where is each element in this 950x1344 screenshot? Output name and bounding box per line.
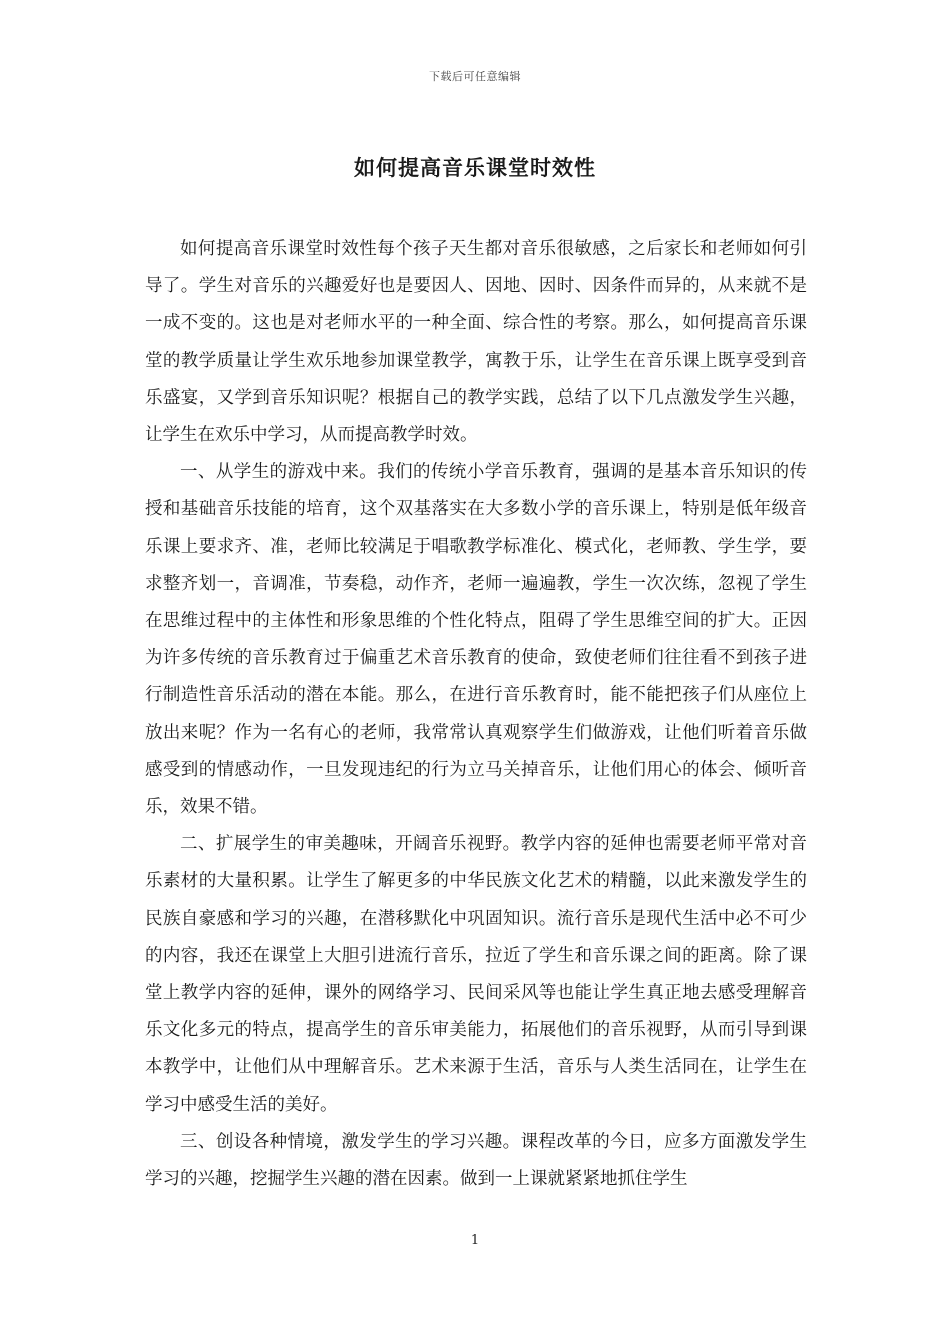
paragraph-section-1: 一、从学生的游戏中来。我们的传统小学音乐教育，强调的是基本音乐知识的传授和基础音乐技能的培育，这个双基落实在大多数小学的音乐课上，特别是低年级音乐课上要求齐、准，老师比较满足于唱歌教学标准化、模式化，老师教、学生学，要求整齐划一，音调准，节奏稳，动作齐，老师一遍遍教，学生一次次练，忽视了学生在思维过程中的主体性和形象思维的个性化特点，阻碍了学生思维空间的扩大。正因为许多传统的音乐教育过于偏重艺术音乐教育的使命，致使老师们往往看不到孩子进行制造性音乐活动的潜在本能。那么，在进行音乐教育时，能不能把孩子们从座位上放出来呢？作为一名有心的老师，我常常认真观察学生们做游戏，让他们听着音乐做感受到的情感动作，一旦发现违纪的行为立马关掉音乐，让他们用心的体会、倾听音乐，效果不错。 [145, 462, 807, 818]
paragraph-section-3: 三、创设各种情境，激发学生的学习兴趣。课程改革的今日，应多方面激发学生学习的兴趣，挖掘学生兴趣的潜在因素。做到一上课就紧紧地抓住学生 [145, 1131, 807, 1190]
document-body [145, 231, 807, 1198]
header-note: 下载后可任意编辑 [429, 70, 521, 83]
page-number: 1 [470, 1233, 480, 1248]
document-title: 如何提高音乐课堂时效性 [354, 155, 596, 180]
paragraph-section-2: 二、扩展学生的审美趣味，开阔音乐视野。教学内容的延伸也需要老师平常对音乐素材的大量积累。让学生了解更多的中华民族文化艺术的精髓，以此来激发学生的民族自豪感和学习的兴趣，在潜移默化中巩固知识。流行音乐是现代生活中必不可少的内容，我还在课堂上大胆引进流行音乐，拉近了学生和音乐课之间的距离。除了课堂上教学内容的延伸，课外的网络学习、民间采风等也能让学生真正地去感受理解音乐文化多元的特点，提高学生的音乐审美能力，拓展他们的音乐视野，从而引导到课本教学中，让他们从中理解音乐。艺术来源于生活，音乐与人类生活同在，让学生在学习中感受生活的美好。 [145, 834, 807, 1115]
paragraph-intro: 如何提高音乐课堂时效性每个孩子天生都对音乐很敏感，之后家长和老师如何引导了。学生对音乐的兴趣爱好也是要因人、因地、因时、因条件而异的，从来就不是一成不变的。这也是对老师水平的一种全面、综合性的考察。那么，如何提高音乐课堂的教学质量让学生欢乐地参加课堂教学，寓教于乐，让学生在音乐课上既享受到音乐盛宴，又学到音乐知识呢？根据自己的教学实践，总结了以下几点激发学生兴趣，让学生在欢乐中学习，从而提高教学时效。 [145, 239, 807, 446]
